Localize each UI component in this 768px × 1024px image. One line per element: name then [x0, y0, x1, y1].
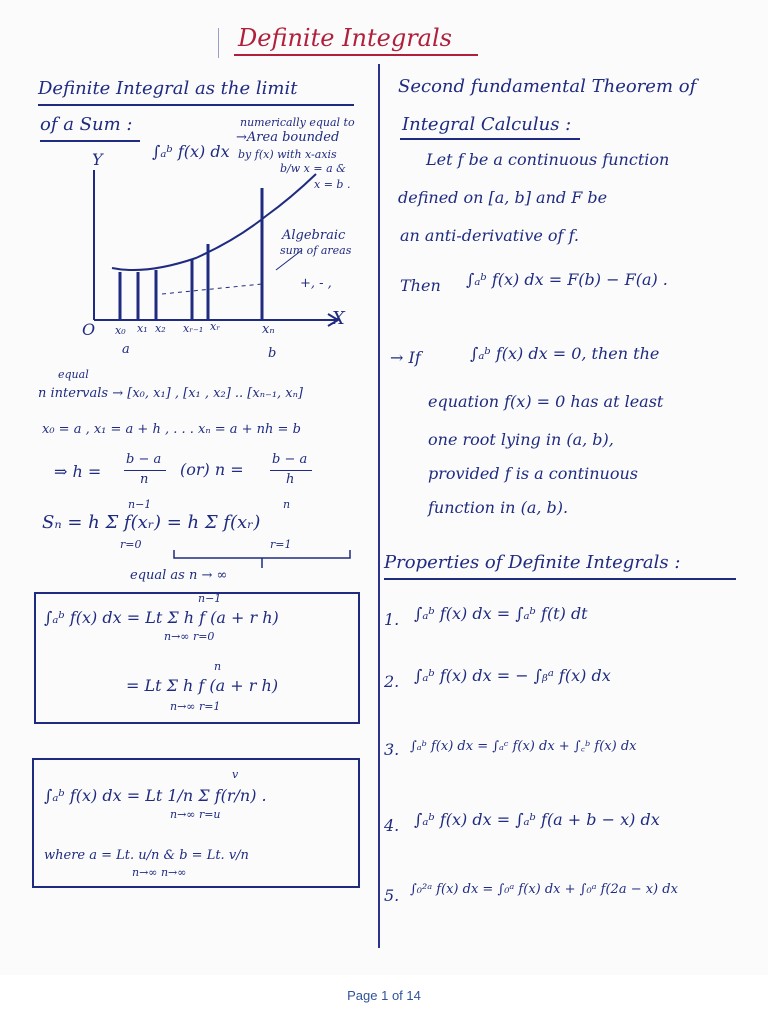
properties-heading: Properties of Definite Integrals :: [384, 552, 681, 573]
arrow-text-1: numerically equal to: [240, 116, 355, 129]
points-text: x₀ = a , x₁ = a + h , . . . xₙ = a + nh = b: [42, 422, 301, 437]
sn-top1: n−1: [128, 498, 152, 511]
properties-underline: [384, 578, 736, 580]
property-2-formula: ∫ₐᵇ f(x) dx = − ∫ᵦᵃ f(x) dx: [414, 666, 611, 685]
column-divider: [378, 64, 380, 948]
sn-formula: Sₙ = h Σ f(xᵣ) = h Σ f(xᵣ): [42, 512, 261, 533]
right-heading-line2: Integral Calculus :: [402, 114, 572, 135]
title-underline: [234, 54, 478, 56]
title-margin-mark: [218, 28, 219, 58]
left-heading-underline1: [38, 104, 354, 106]
corollary-line-3: one root lying in (a, b),: [428, 430, 614, 449]
corollary-line-2: equation f(x) = 0 has at least: [428, 392, 664, 411]
area-under-curve-diagram: [76, 160, 366, 370]
box2-line2: where a = Lt. u/n & b = Lt. v/n: [44, 848, 249, 863]
tick-xn: xₙ: [262, 322, 275, 337]
arrow-text-2: →Area bounded: [236, 130, 340, 145]
sn-lims1: r=0: [120, 538, 142, 551]
property-4-number: 4.: [384, 816, 400, 835]
sn-lims2: r=1: [270, 538, 292, 551]
arrow-text-3: by f(x) with x-axis: [238, 148, 337, 161]
tick-xr-1: xᵣ₋₁: [183, 322, 204, 335]
tick-x1: x₁: [137, 322, 148, 335]
box1-sub1: n→∞ r=0: [164, 630, 215, 643]
theorem-line-2: defined on [a, b] and F be: [398, 188, 608, 207]
property-5-number: 5.: [384, 886, 400, 905]
page-indicator: Page 1 of 14: [347, 988, 421, 1003]
property-5-formula: ∫₀²ᵃ f(x) dx = ∫₀ᵃ f(x) dx + ∫₀ᵃ f(2a − x) dx: [410, 882, 678, 897]
sum-brace: [170, 548, 360, 570]
y-axis-label: Y: [92, 150, 103, 169]
h-denominator: n: [140, 472, 149, 487]
dashed-guide: [162, 284, 262, 294]
property-1-number: 1.: [384, 610, 400, 629]
tick-a: a: [122, 342, 130, 357]
box2-line1: ∫ₐᵇ f(x) dx = Lt 1/n Σ f(r/n) .: [44, 786, 267, 805]
h-def-prefix: ⇒ h =: [54, 462, 102, 481]
x-axis-label: X: [332, 308, 345, 329]
limit-riemann-box: [32, 758, 360, 888]
box1-line1: ∫ₐᵇ f(x) dx = Lt Σ h f (a + r h): [44, 608, 279, 627]
corollary-line-5: function in (a, b).: [428, 498, 569, 517]
n-numerator: b − a: [272, 452, 308, 467]
equal-small-label: equal: [58, 368, 89, 381]
equal-as-label: equal as n → ∞: [130, 568, 228, 583]
right-heading-line1: Second fundamental Theorem of: [398, 76, 697, 97]
theorem-formula: ∫ₐᵇ f(x) dx = F(b) − F(a) .: [466, 270, 668, 289]
box1-sup1: n−1: [198, 592, 222, 605]
h-or-text: (or) n =: [180, 460, 244, 479]
box1-sub2: n→∞ r=1: [170, 700, 221, 713]
corollary-line-4: provided f is a continuous: [428, 464, 638, 483]
h-numerator: b − a: [126, 452, 162, 467]
property-3-formula: ∫ₐᵇ f(x) dx = ∫ₐᶜ f(x) dx + ∫꜀ᵇ f(x) dx: [410, 739, 637, 754]
tick-xr: xᵣ: [210, 320, 221, 333]
left-heading-line2: of a Sum :: [40, 114, 133, 135]
tick-b: b: [268, 346, 277, 361]
intervals-text: n intervals → [x₀, x₁] , [x₁ , x₂] .. [xₙ₋₁, xₙ]: [38, 386, 303, 401]
box1-sup2: n: [214, 660, 222, 673]
arrow-text-5: x = b .: [314, 178, 351, 191]
theorem-then: Then: [400, 276, 441, 295]
theorem-line-1: Let f be a continuous function: [426, 150, 670, 169]
left-heading-line1: Definite Integral as the limit: [38, 78, 298, 99]
h-fraction-bar: [124, 470, 166, 471]
algebraic-label-2: sum of areas: [280, 244, 352, 257]
integral-label: ∫ₐᵇ f(x) dx: [152, 142, 230, 161]
tick-x2: x₂: [155, 322, 166, 335]
box2-sup1: v: [232, 768, 239, 781]
property-2-number: 2.: [384, 672, 400, 691]
n-denominator: h: [286, 472, 295, 487]
arrow-text-4: b/w x = a &: [280, 162, 346, 175]
box1-line2: = Lt Σ h f (a + r h): [126, 676, 279, 695]
corollary-if: → If: [390, 348, 421, 367]
origin-label: O: [82, 320, 96, 339]
right-heading-underline: [400, 138, 580, 140]
box2-sub1: n→∞ r=u: [170, 808, 221, 821]
algebraic-label-1: Algebraic: [282, 228, 346, 243]
theorem-line-3: an anti-derivative of f.: [400, 226, 579, 245]
property-3-number: 3.: [384, 740, 400, 759]
n-fraction-bar: [270, 470, 312, 471]
box2-sub2: n→∞ n→∞: [132, 866, 187, 879]
tick-x0: x₀: [115, 324, 126, 337]
left-heading-underline2: [40, 140, 140, 142]
corollary-line-1: ∫ₐᵇ f(x) dx = 0, then the: [470, 344, 660, 363]
signs-label: +, - ,: [300, 276, 332, 291]
property-1-formula: ∫ₐᵇ f(x) dx = ∫ₐᵇ f(t) dt: [414, 604, 588, 623]
sn-top2: n: [283, 498, 291, 511]
page-title: Definite Integrals: [238, 24, 452, 52]
property-4-formula: ∫ₐᵇ f(x) dx = ∫ₐᵇ f(a + b − x) dx: [414, 810, 660, 829]
